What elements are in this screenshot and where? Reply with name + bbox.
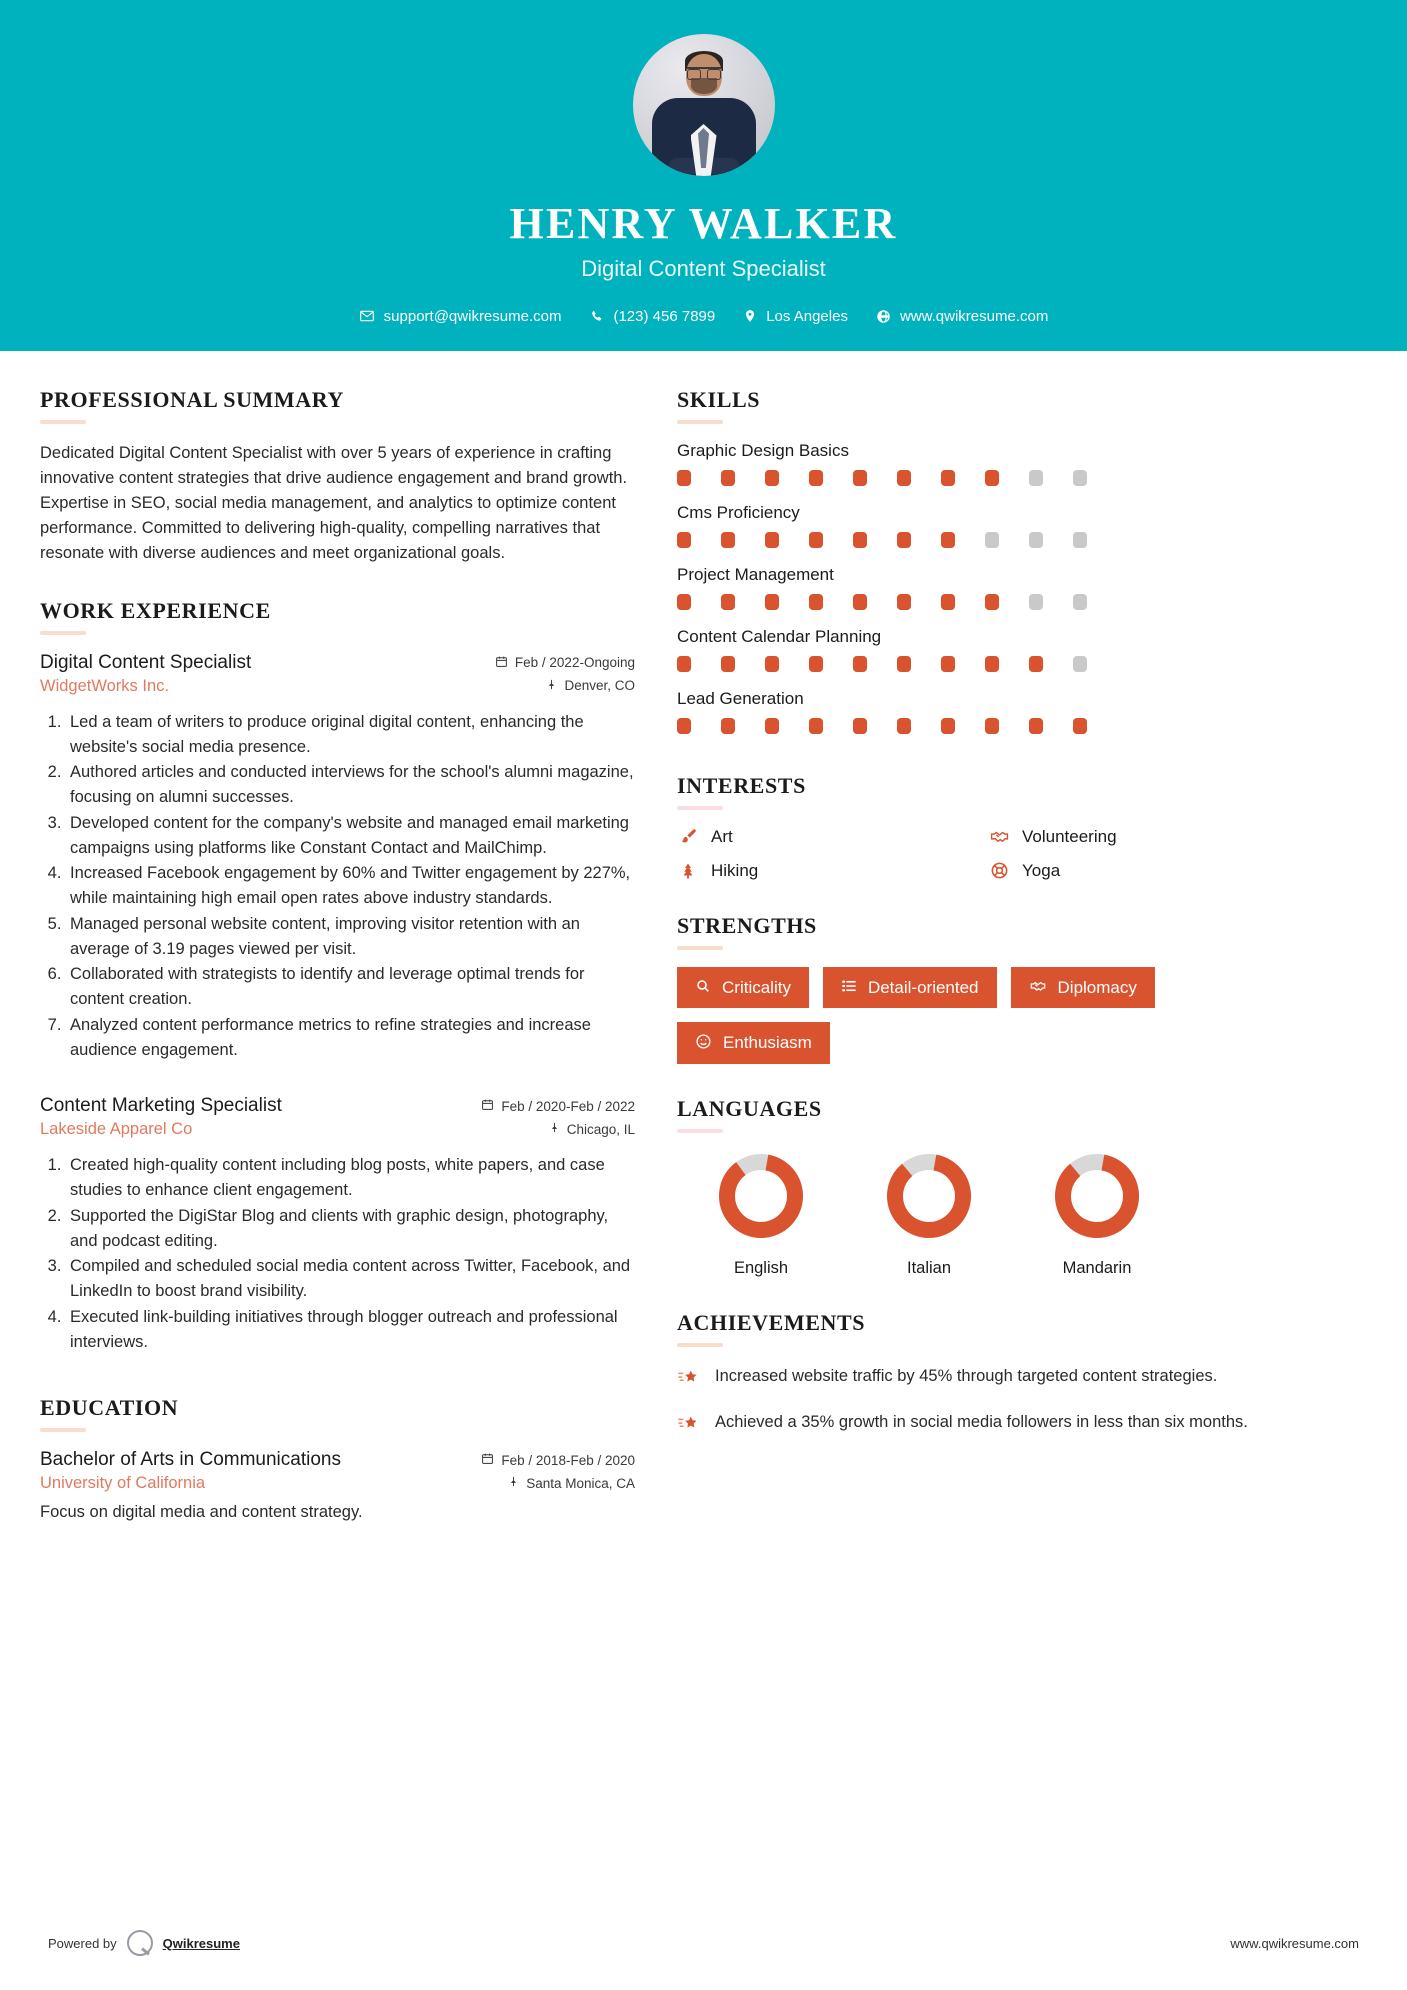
- skill-dot-filled: [765, 532, 779, 548]
- skill-dot-filled: [765, 594, 779, 610]
- page-footer: [0, 1930, 1407, 1956]
- left-column: [40, 387, 635, 1523]
- strengths-list: [677, 967, 1289, 1064]
- resume-header: [0, 0, 1407, 351]
- achievement-text: Increased website traffic by 45% through targeted content strategies.: [715, 1366, 1218, 1385]
- envelope-icon: [359, 308, 375, 324]
- list-item: 5. Managed personal website content, improving visitor retention with an average of 3.19 pages viewed per visit.: [66, 912, 635, 962]
- strength-chip-diplomacy[interactable]: [1011, 967, 1155, 1008]
- experience-bullets: [40, 1153, 635, 1354]
- skill-label: Project Management: [677, 564, 834, 584]
- handshake-icon: [1029, 978, 1047, 997]
- section-rule: [40, 1428, 86, 1432]
- education-location: [508, 1475, 635, 1491]
- contact-phone-text: (123) 456 7899: [613, 307, 716, 325]
- skill-dot-filled: [677, 532, 691, 548]
- language-item: [1013, 1150, 1181, 1278]
- magnifier-icon: [695, 978, 711, 997]
- job-dates-text: Feb / 2020-Feb / 2022: [501, 1098, 635, 1114]
- school-name: University of California: [40, 1474, 206, 1493]
- contact-email-text: support@qwikresume.com: [383, 307, 562, 325]
- skill-dot-filled: [721, 656, 735, 672]
- right-column: [677, 387, 1289, 1456]
- list-item: 3. Compiled and scheduled social media content across Twitter, Facebook, and LinkedIn to boost brand visibility.: [66, 1254, 635, 1304]
- section-title-languages: LANGUAGES: [677, 1095, 822, 1121]
- job-location-text: Chicago, IL: [566, 1121, 635, 1137]
- list-icon: [841, 978, 857, 997]
- skill-dot-filled: [809, 718, 823, 734]
- list-item: 4. Increased Facebook engagement by 60% and Twitter engagement by 227%, while maintaining high email open rates above industry standards.: [66, 861, 635, 911]
- language-donut-chart: [715, 1150, 807, 1242]
- section-rule: [677, 420, 723, 424]
- skill-label: Cms Proficiency: [677, 502, 800, 522]
- skill-dot-filled: [721, 470, 735, 486]
- section-professional-summary: [40, 387, 635, 566]
- contact-bar: [0, 308, 1407, 325]
- section-title-interests: INTERESTS: [677, 772, 806, 798]
- skill-dot-filled: [985, 470, 999, 486]
- powered-by-label: Powered by: [48, 1935, 117, 1951]
- skills-list: [677, 441, 1289, 734]
- skill-dot-filled: [677, 594, 691, 610]
- interest-label: Yoga: [1022, 860, 1061, 880]
- skill-dot-filled: [809, 470, 823, 486]
- skill-dot-filled: [1073, 718, 1087, 734]
- section-skills: [677, 387, 1289, 734]
- skill-dot-filled: [985, 594, 999, 610]
- language-label: English: [733, 1258, 789, 1277]
- education-dates: [481, 1452, 635, 1468]
- strength-label: Detail-oriented: [867, 977, 979, 997]
- avatar: [633, 34, 775, 176]
- section-rule: [40, 420, 86, 424]
- skill-label: Content Calendar Planning: [677, 626, 882, 646]
- skill-dot-filled: [941, 532, 955, 548]
- section-interests: [677, 773, 1289, 881]
- list-item: 2. Supported the DigiStar Blog and clients with graphic design, photography, and podcast editing.: [66, 1204, 635, 1254]
- section-achievements: [677, 1310, 1289, 1440]
- language-item: [845, 1150, 1013, 1278]
- skill-dot-filled: [677, 656, 691, 672]
- skill-dot-filled: [765, 470, 779, 486]
- contact-website-text: www.qwikresume.com: [899, 307, 1049, 325]
- skill-dot-filled: [941, 470, 955, 486]
- skill-dot-filled: [677, 470, 691, 486]
- smiley-icon: [695, 1033, 712, 1053]
- achievement-item: [677, 1364, 1289, 1394]
- skill-dot-filled: [941, 594, 955, 610]
- skill-rating: [677, 718, 1289, 734]
- summary-text: Dedicated Digital Content Specialist with over 5 years of experience in crafting innovative content strategies that drive audience engagement and brand growth. Expertise in SEO, social media management, and analytics to optimize content performance. Committed to delivering high-quality, compelling narratives that resonate with diverse audiences and meet organizational goals.: [40, 443, 628, 562]
- job-location-text: Denver, CO: [564, 678, 635, 694]
- interest-label: Hiking: [711, 860, 759, 880]
- calendar-icon: [481, 1098, 494, 1114]
- skill-dot-filled: [897, 656, 911, 672]
- strength-chip-criticality[interactable]: [677, 967, 809, 1008]
- section-title-strengths: STRENGTHS: [677, 912, 817, 938]
- experience-entry: [40, 652, 635, 1063]
- globe-icon: [876, 309, 891, 324]
- paintbrush-icon: [677, 827, 699, 846]
- skill-dot-filled: [897, 718, 911, 734]
- skill-dot-filled: [897, 470, 911, 486]
- skill-dot-filled: [721, 594, 735, 610]
- skill-dot-filled: [677, 718, 691, 734]
- company-name: WidgetWorks Inc.: [40, 676, 169, 695]
- lifebuoy-icon: [988, 861, 1010, 880]
- education-dates-text: Feb / 2018-Feb / 2020: [501, 1452, 635, 1468]
- strength-chip-detail-oriented[interactable]: [823, 967, 997, 1008]
- calendar-icon: [481, 1452, 494, 1468]
- job-dates: [481, 1098, 635, 1114]
- footer-website: www.qwikresume.com: [1230, 1935, 1359, 1951]
- skill-label: Lead Generation: [677, 688, 804, 708]
- skill-dot-filled: [809, 656, 823, 672]
- skill-dot-filled: [721, 718, 735, 734]
- skill-rating: [677, 594, 1289, 610]
- skill-dot-filled: [853, 594, 867, 610]
- skill-dot-empty: [1073, 470, 1087, 486]
- interest-item: [677, 827, 978, 847]
- strength-label: Criticality: [722, 977, 791, 997]
- job-role-subtitle: Digital Content Specialist: [581, 255, 826, 281]
- list-item: 7. Analyzed content performance metrics to refine strategies and increase audience engagement.: [66, 1013, 635, 1063]
- achievement-item: [677, 1410, 1289, 1440]
- list-item: 2. Authored articles and conducted interviews for the school's alumni magazine, focusing on alumni successes.: [66, 760, 635, 810]
- list-item: 6. Collaborated with strategists to identify and leverage optimal trends for content creation.: [66, 962, 635, 1012]
- job-location: [549, 1121, 635, 1137]
- skill-row: [677, 503, 1289, 548]
- experience-bullets: [40, 710, 635, 1063]
- section-education: [40, 1395, 635, 1522]
- skill-dot-filled: [853, 532, 867, 548]
- skill-row: [677, 689, 1289, 734]
- skill-dot-filled: [1029, 718, 1043, 734]
- map-pin-icon: [743, 308, 757, 324]
- language-donut-chart: [883, 1150, 975, 1242]
- skill-dot-filled: [853, 718, 867, 734]
- strength-chip-enthusiasm[interactable]: [677, 1022, 830, 1064]
- tree-icon: [677, 861, 699, 881]
- calendar-icon: [495, 655, 508, 671]
- interest-item: [988, 827, 1289, 847]
- skill-row: [677, 565, 1289, 610]
- section-strengths: [677, 913, 1289, 1064]
- pin-icon: [546, 678, 557, 694]
- strength-label: Diplomacy: [1057, 977, 1137, 997]
- skill-rating: [677, 532, 1289, 548]
- section-rule: [677, 1343, 723, 1347]
- section-rule: [677, 946, 723, 950]
- skill-dot-empty: [985, 532, 999, 548]
- section-languages: [677, 1096, 1289, 1278]
- job-title: Content Marketing Specialist: [40, 1095, 282, 1117]
- skill-dot-filled: [853, 656, 867, 672]
- skill-row: [677, 441, 1289, 486]
- section-title-education: EDUCATION: [40, 1395, 179, 1421]
- interest-label: Art: [711, 826, 733, 846]
- job-dates: [495, 655, 635, 671]
- contact-email[interactable]: [350, 308, 571, 325]
- section-title-summary: PROFESSIONAL SUMMARY: [40, 386, 344, 412]
- qwikresume-brand-link[interactable]: Qwikresume: [162, 1935, 240, 1951]
- skill-dot-filled: [721, 532, 735, 548]
- skill-dot-filled: [765, 718, 779, 734]
- language-donut-chart: [1051, 1150, 1143, 1242]
- job-title: Digital Content Specialist: [40, 651, 252, 673]
- skill-dot-empty: [1029, 594, 1043, 610]
- list-item: 4. Executed link-building initiatives through blogger outreach and professional interviews.: [66, 1305, 635, 1355]
- languages-list: [677, 1150, 1289, 1278]
- skill-dot-empty: [1073, 656, 1087, 672]
- pin-icon: [549, 1121, 560, 1137]
- section-work-experience: [40, 598, 635, 1355]
- skill-dot-empty: [1029, 532, 1043, 548]
- resume-body: [0, 351, 1407, 1523]
- contact-phone[interactable]: [580, 308, 724, 325]
- qwikresume-logo-icon: [127, 1930, 153, 1956]
- contact-website[interactable]: [867, 308, 1057, 325]
- skill-dot-filled: [941, 656, 955, 672]
- skill-dot-filled: [853, 470, 867, 486]
- list-item: 3. Developed content for the company's website and managed email marketing campaigns using platforms like Constant Contact and MailChimp.: [66, 811, 635, 861]
- skill-dot-filled: [765, 656, 779, 672]
- page-title: HENRY WALKER: [509, 199, 898, 248]
- section-rule: [677, 806, 723, 810]
- interest-item: [988, 861, 1289, 881]
- skill-dot-filled: [1029, 656, 1043, 672]
- language-label: Italian: [906, 1258, 952, 1277]
- education-location-text: Santa Monica, CA: [526, 1475, 635, 1491]
- skill-dot-filled: [897, 532, 911, 548]
- skill-dot-empty: [1073, 532, 1087, 548]
- skill-row: [677, 627, 1289, 672]
- skill-dot-filled: [985, 718, 999, 734]
- skill-dot-filled: [985, 656, 999, 672]
- section-title-experience: WORK EXPERIENCE: [40, 597, 271, 623]
- list-item: 1. Created high-quality content including blog posts, white papers, and case studies to enhance client engagement.: [66, 1153, 635, 1203]
- skill-dot-filled: [809, 594, 823, 610]
- education-entry: [40, 1449, 635, 1522]
- section-title-achievements: ACHIEVEMENTS: [677, 1309, 866, 1335]
- degree-title: Bachelor of Arts in Communications: [40, 1449, 341, 1471]
- section-rule: [40, 631, 86, 635]
- handshake-icon: [988, 827, 1010, 846]
- list-item: 1. Led a team of writers to produce original digital content, enhancing the website's social media presence.: [66, 710, 635, 760]
- skill-rating: [677, 470, 1289, 486]
- pin-icon: [508, 1475, 519, 1491]
- shooting-star-icon: [677, 1410, 701, 1440]
- contact-location-text: Los Angeles: [766, 307, 848, 325]
- skill-dot-filled: [941, 718, 955, 734]
- skill-dot-empty: [1029, 470, 1043, 486]
- phone-icon: [589, 309, 604, 324]
- job-location: [546, 678, 635, 694]
- skill-label: Graphic Design Basics: [677, 440, 849, 460]
- shooting-star-icon: [677, 1364, 701, 1394]
- interest-label: Volunteering: [1022, 826, 1117, 846]
- strength-label: Enthusiasm: [723, 1033, 812, 1053]
- language-label: Mandarin: [1062, 1258, 1132, 1277]
- skill-dot-empty: [1073, 594, 1087, 610]
- education-note: Focus on digital media and content strategy.: [40, 1503, 363, 1522]
- interest-item: [677, 861, 978, 881]
- experience-entry: [40, 1095, 635, 1354]
- skill-dot-filled: [809, 532, 823, 548]
- section-rule: [677, 1129, 723, 1133]
- section-title-skills: SKILLS: [677, 386, 761, 412]
- language-item: [677, 1150, 845, 1278]
- skill-dot-filled: [897, 594, 911, 610]
- interests-grid: [677, 827, 1289, 881]
- contact-location[interactable]: [734, 308, 857, 325]
- company-name: Lakeside Apparel Co: [40, 1120, 193, 1139]
- skill-rating: [677, 656, 1289, 672]
- job-dates-text: Feb / 2022-Ongoing: [514, 655, 635, 671]
- achievement-text: Achieved a 35% growth in social media followers in less than six months.: [715, 1412, 1248, 1431]
